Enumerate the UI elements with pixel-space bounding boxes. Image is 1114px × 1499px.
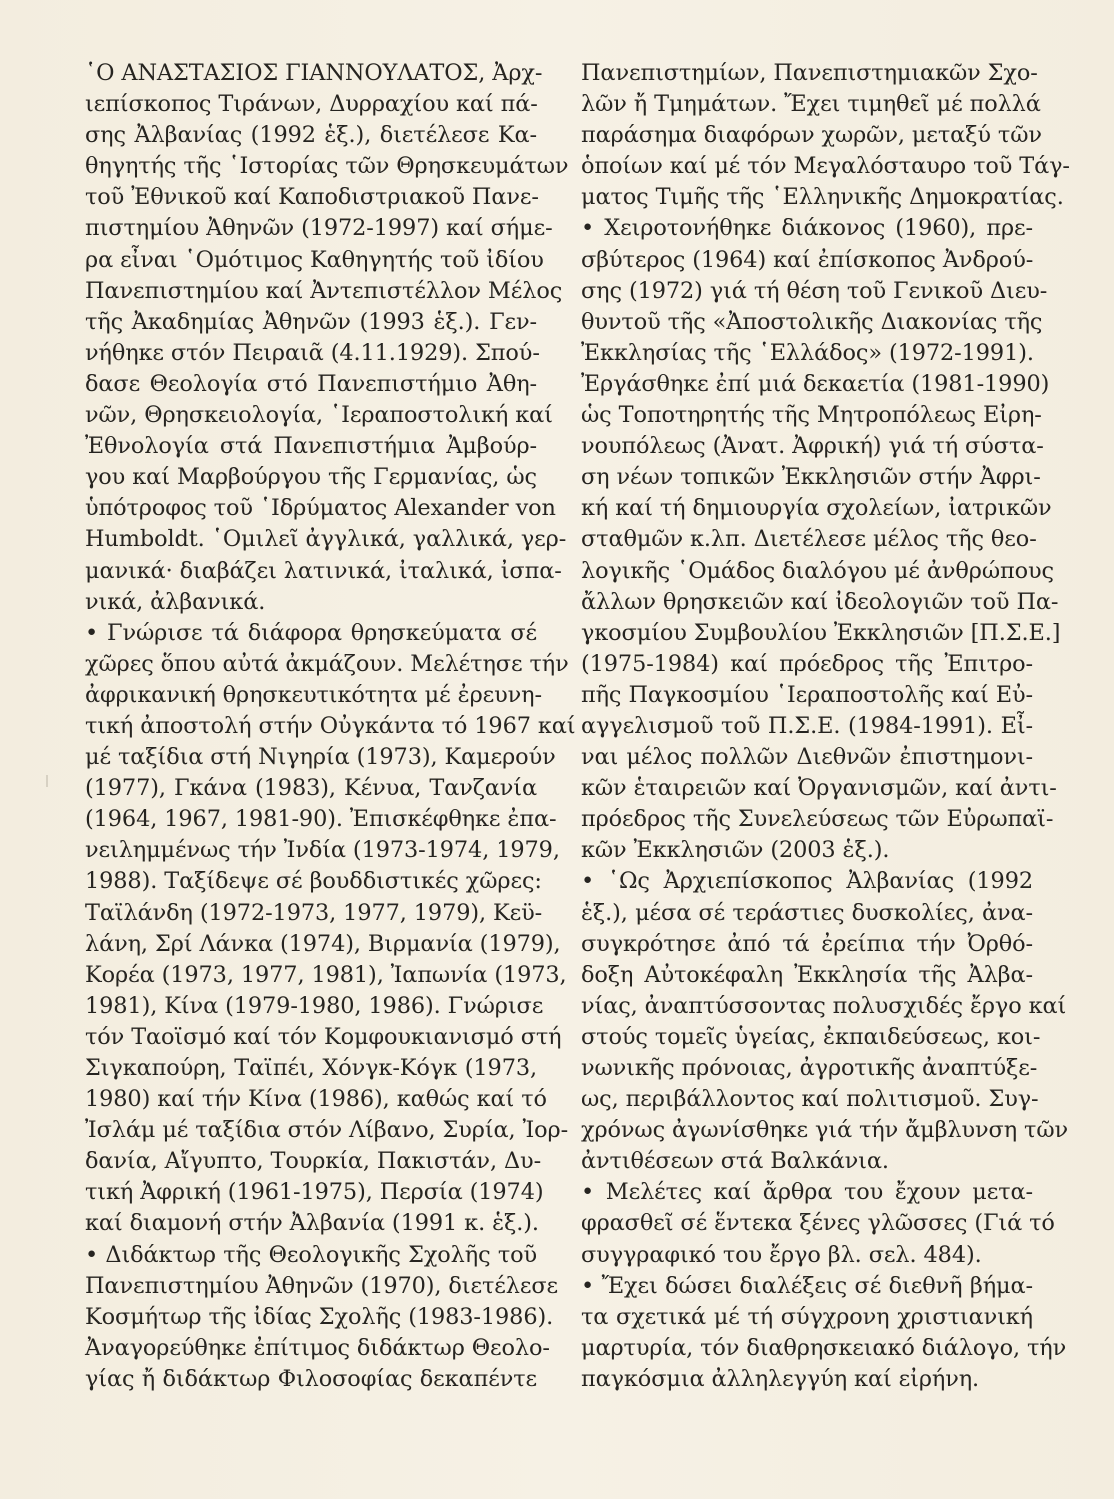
- text-line: μανικά· διαβάζει λατινικά, ἰταλικά, ἰσπα-: [85, 557, 562, 584]
- text-line: ἑξ.), μέσα σέ τεράστιες δυσκολίες, ἀνα-: [581, 899, 1033, 926]
- text-line: σβύτερος (1964) καί ἐπίσκοπος Ἀνδρού-: [581, 246, 1034, 273]
- text-line: δανία, Αἴγυπτο, Τουρκία, Πακιστάν, Δυ-: [85, 1148, 542, 1175]
- text-line: • Γνώρισε τά διάφορα θρησκεύματα σέ: [85, 619, 537, 646]
- text-line: ναι μέλος πολλῶν Διεθνῶν ἐπιστημονι-: [581, 744, 1033, 771]
- text-line: χρόνως ἀγωνίσθηκε γιά τήν ἄμβλυνση τῶν: [581, 1117, 1069, 1144]
- text-line: Σιγκαπούρη, Ταϊπέι, Χόνγκ-Κόγκ (1973,: [85, 1055, 537, 1081]
- text-line: συγκρότησε ἀπό τά ἐρείπια τήν Ὀρθό-: [581, 930, 1033, 957]
- text-line: (1975-1984) καί πρόεδρος τῆς Ἐπιτρο-: [581, 650, 1033, 677]
- text-line: ῾Ο ΑΝΑΣΤΑΣΙΟΣ ΓΙΑΝΝΟΥΛΑΤΟΣ, Ἀρχ-: [85, 60, 543, 86]
- text-line: κῶν ἑταιρειῶν καί Ὀργανισμῶν, καί ἀντι-: [581, 775, 1057, 802]
- text-line: δασε Θεολογία στό Πανεπιστήμιο Ἀθη-: [85, 370, 537, 397]
- text-line: νουπόλεως (Ἀνατ. Ἀφρική) γιά τή σύστα-: [581, 433, 1044, 460]
- text-line: πρόεδρος τῆς Συνελεύσεως τῶν Εὐρωπαϊ-: [581, 806, 1054, 833]
- left-column: [85, 58, 576, 1395]
- text-line: νικά, ἀλβανικά.: [85, 588, 266, 615]
- text-line: Πανεπιστημίου καί Ἀντεπιστέλλον Μέλος: [85, 277, 563, 304]
- text-line: στούς τομεῖς ὑγείας, ἐκπαιδεύσεως, κοι-: [581, 1023, 1041, 1050]
- text-line: δοξη Αὐτοκέφαλη Ἐκκλησία τῆς Ἀλβα-: [581, 961, 1033, 988]
- text-line: μαρτυρία, τόν διαθρησκειακό διάλογο, τήν: [581, 1334, 1067, 1361]
- text-line: σης Ἀλβανίας (1992 ἑξ.), διετέλεσε Κα-: [85, 122, 537, 149]
- text-line: συγγραφικό του ἔργο βλ. σελ. 484).: [581, 1241, 982, 1268]
- text-line: πῆς Παγκοσμίου ῾Ιεραποστολῆς καί Εὐ-: [581, 681, 1033, 708]
- text-line: νίας, ἀναπτύσσοντας πολυσχιδές ἔργο καί: [581, 992, 1067, 1019]
- text-line: (1964, 1967, 1981-90). Ἐπισκέφθηκε ἐπα-: [85, 806, 557, 833]
- text-line: ιεπίσκοπος Τιράνων, Δυρραχίου καί πά-: [85, 91, 538, 118]
- text-line: Ταϊλάνδη (1972-1973, 1977, 1979), Κεϋ-: [85, 899, 543, 926]
- right-column: [581, 58, 1070, 1395]
- text-line: • Ἔχει δώσει διαλέξεις σέ διεθνῆ βήμα-: [581, 1272, 1033, 1299]
- text-line: Πανεπιστημίων, Πανεπιστημιακῶν Σχο-: [581, 60, 1038, 86]
- text-line: Κορέα (1973, 1977, 1981), Ἰαπωνία (1973,: [85, 961, 567, 988]
- text-line: ἀφρικανική θρησκευτικότητα μέ ἐρευνη-: [85, 681, 542, 708]
- text-line: νειλημμένως τήν Ἰνδία (1973-1974, 1979,: [85, 837, 560, 864]
- text-line: ἄλλων θρησκειῶν καί ἰδεολογιῶν τοῦ Πα-: [581, 588, 1059, 615]
- text-line: παγκόσμια ἀλληλεγγύη καί εἰρήνη.: [581, 1365, 980, 1392]
- text-line: ση νέων τοπικῶν Ἐκκλησιῶν στήν Ἀφρι-: [581, 464, 1041, 491]
- text-line: παράσημα διαφόρων χωρῶν, μεταξύ τῶν: [581, 122, 1042, 149]
- text-line: μέ ταξίδια στή Νιγηρία (1973), Καμερούν: [85, 744, 556, 771]
- text-line: • Μελέτες καί ἄρθρα του ἔχουν μετα-: [581, 1179, 1033, 1206]
- text-line: ὡς Τοποτηρητής τῆς Μητροπόλεως Εἰρη-: [581, 402, 1042, 429]
- text-line: ρα εἶναι ῾Ομότιμος Καθηγητής τοῦ ἰδίου: [85, 246, 544, 273]
- text-line: φρασθεῖ σέ ἕντεκα ξένες γλῶσσες (Γιά τό: [581, 1210, 1055, 1237]
- text-line: λάνη, Σρί Λάνκα (1974), Βιρμανία (1979),: [85, 930, 561, 957]
- text-line: 1981), Κίνα (1979-1980, 1986). Γνώρισε: [85, 992, 544, 1019]
- text-line: σταθμῶν κ.λπ. Διετέλεσε μέλος τῆς θεο-: [581, 526, 1037, 553]
- text-line: θηγητής τῆς ῾Ιστορίας τῶν Θρησκευμάτων: [85, 153, 569, 180]
- text-line: κῶν Ἐκκλησιῶν (2003 ἑξ.).: [581, 837, 890, 864]
- text-line: Ἰσλάμ μέ ταξίδια στόν Λίβανο, Συρία, Ἰορ-: [85, 1117, 569, 1144]
- text-line: ὑπότροφος τοῦ ῾Ιδρύματος Alexander von: [85, 495, 556, 522]
- text-line: ὁποίων καί μέ τόν Μεγαλόσταυρο τοῦ Τάγ-: [581, 153, 1070, 180]
- text-line: σης (1972) γιά τή θέση τοῦ Γενικοῦ Διευ-: [581, 277, 1048, 304]
- text-line: Ἐκκλησίας τῆς ῾Ελλάδος» (1972-1991).: [581, 339, 1034, 366]
- text-line: ματος Τιμῆς τῆς ῾Ελληνικῆς Δημοκρατίας.: [581, 184, 1064, 211]
- text-line: τόν Ταοϊσμό καί τόν Κομφουκιανισμό στή: [85, 1023, 562, 1050]
- text-line: • Διδάκτωρ τῆς Θεολογικῆς Σχολῆς τοῦ: [85, 1241, 537, 1268]
- text-line: ως, περιβάλλοντος καί πολιτισμοῦ. Συγ-: [581, 1086, 1039, 1113]
- text-line: τοῦ Ἐθνικοῦ καί Καποδιστριακοῦ Πανε-: [85, 184, 539, 211]
- text-line: χῶρες ὅπου αὐτά ἀκμάζουν. Μελέτησε τήν: [85, 650, 569, 677]
- text-line: νήθηκε στόν Πειραιᾶ (4.11.1929). Σπού-: [85, 339, 540, 366]
- text-line: λῶν ἤ Τμημάτων. Ἔχει τιμηθεῖ μέ πολλά: [581, 91, 1041, 118]
- text-line: γου καί Μαρβούργου τῆς Γερμανίας, ὡς: [85, 464, 537, 491]
- text-line: κή καί τή δημιουργία σχολείων, ἰατρικῶν: [581, 495, 1052, 522]
- text-line: πιστημίου Ἀθηνῶν (1972-1997) καί σήμε-: [85, 215, 553, 242]
- text-line: Ἀναγορεύθηκε ἐπίτιμος διδάκτωρ Θεολο-: [85, 1334, 550, 1361]
- text-line: νῶν, Θρησκειολογία, ῾Ιεραποστολική καί: [85, 402, 553, 429]
- text-line: γίας ἤ διδάκτωρ Φιλοσοφίας δεκαπέντε: [85, 1365, 537, 1392]
- text-line: νωνικῆς πρόνοιας, ἀγροτικῆς ἀναπτύξε-: [581, 1055, 1038, 1081]
- text-line: τα σχετικά μέ τή σύγχρονη χριστιανική: [581, 1303, 1033, 1330]
- text-line: Humboldt. ῾Ομιλεῖ ἀγγλικά, γαλλικά, γερ-: [85, 526, 567, 553]
- text-line: • Χειροτονήθηκε διάκονος (1960), πρε-: [581, 215, 1033, 242]
- text-line: λογικῆς ῾Ομάδος διαλόγου μέ ἀνθρώπους: [581, 557, 1054, 584]
- text-line: τική Ἀφρική (1961-1975), Περσία (1974): [85, 1179, 544, 1206]
- text-line: καί διαμονή στήν Ἀλβανία (1991 κ. ἑξ.).: [85, 1210, 539, 1237]
- text-line: αγγελισμοῦ τοῦ Π.Σ.Ε. (1984-1991). Εἶ-: [581, 712, 1033, 739]
- text-line: • ῾Ως Ἀρχιεπίσκοπος Ἀλβανίας (1992: [581, 868, 1033, 895]
- text-line: 1980) καί τήν Κίνα (1986), καθώς καί τό: [85, 1086, 547, 1113]
- text-line: ἀντιθέσεων στά Βαλκάνια.: [581, 1148, 889, 1175]
- text-line: Ἐργάσθηκε ἐπί μιά δεκαετία (1981-1990): [581, 370, 1050, 397]
- text-line: γκοσμίου Συμβουλίου Ἐκκλησιῶν [Π.Σ.Ε.]: [581, 619, 1061, 646]
- text-line: θυντοῦ τῆς «Ἀποστολικῆς Διακονίας τῆς: [581, 308, 1043, 335]
- text-line: Πανεπιστημίου Ἀθηνῶν (1970), διετέλεσε: [85, 1272, 559, 1299]
- text-line: 1988). Ταξίδεψε σέ βουδδιστικές χῶρες:: [85, 868, 542, 895]
- text-line: τῆς Ἀκαδημίας Ἀθηνῶν (1993 ἑξ.). Γεν-: [85, 308, 537, 335]
- text-line: (1977), Γκάνα (1983), Κένυα, Τανζανία: [85, 775, 537, 802]
- text-line: Κοσμήτωρ τῆς ἰδίας Σχολῆς (1983-1986).: [85, 1303, 554, 1330]
- text-line: τική ἀποστολή στήν Οὐγκάντα τό 1967 καί: [85, 712, 576, 739]
- text-line: Ἐθνολογία στά Πανεπιστήμια Ἀμβούρ-: [85, 433, 537, 460]
- margin-mark: [46, 775, 48, 787]
